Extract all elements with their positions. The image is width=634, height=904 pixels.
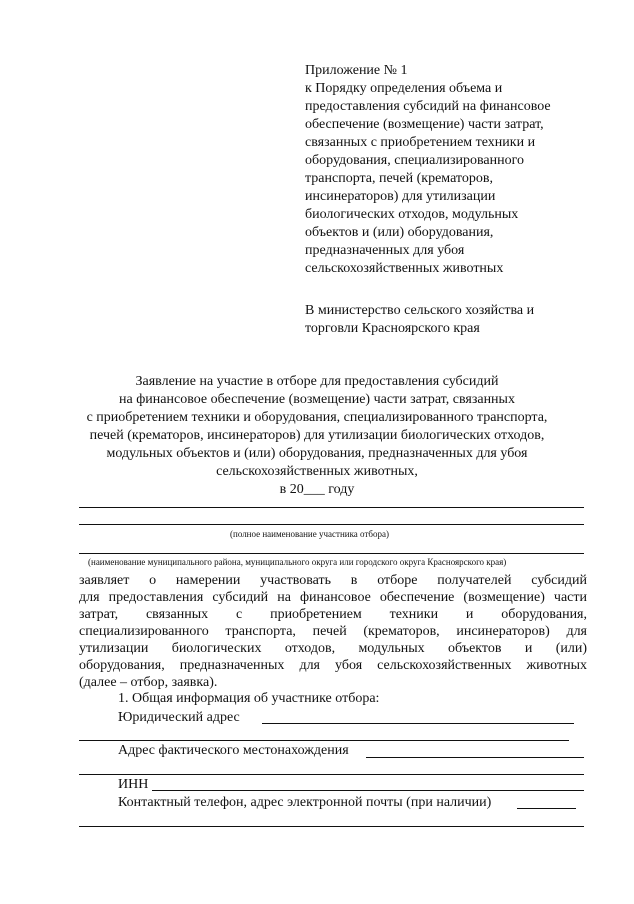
title-line: с приобретением техники и оборудования, специализированного транспорта,: [86, 410, 548, 425]
contacts-field[interactable]: [517, 808, 576, 809]
addressee-line: торговли Красноярского края: [305, 321, 480, 336]
appendix-text-line: предоставления субсидий на финансовое: [305, 99, 551, 114]
title-line: сельскохозяйственных животных,: [216, 464, 418, 479]
appendix-text-line: к Порядку определения объема и: [305, 81, 503, 96]
title-year-line: в 20___ году: [279, 482, 355, 497]
title-line: Заявление на участие в отборе для предоставления субсидий: [135, 374, 499, 389]
appendix-text-line: инсинераторов) для утилизации: [305, 189, 496, 204]
statement-line: специализированного транспорта, печей (крематоров, инсинераторов) для: [79, 624, 587, 639]
participant-name-line: [79, 507, 584, 508]
appendix-text-line: предназначенных для убоя: [305, 243, 465, 258]
appendix-text-line: обеспечение (возмещение) части затрат,: [305, 117, 544, 132]
application-title: [0, 373, 634, 499]
appendix-text-line: биологических отходов, модульных: [305, 207, 519, 222]
appendix-number: Приложение № 1: [305, 63, 408, 78]
statement-line: заявляет о намерении участвовать в отборе получателей субсидий: [79, 573, 587, 588]
municipality-line: [79, 553, 584, 554]
statement-line: оборудования, предназначенных для убоя сельскохозяйственных животных: [79, 658, 587, 673]
statement-line: утилизации биологических отходов, модульных объектов и (или): [79, 641, 587, 656]
appendix-text-line: транспорта, печей (крематоров,: [305, 171, 493, 186]
legal-address-field[interactable]: [262, 723, 574, 724]
legal-address-field-continued[interactable]: [79, 740, 569, 741]
inn-field[interactable]: [152, 790, 584, 791]
statement-line: затрат, связанных с приобретением техники и оборудования,: [79, 607, 587, 622]
section1-heading: 1. Общая информация об участнике отбора:: [118, 691, 380, 706]
actual-address-field-continued[interactable]: [79, 774, 584, 775]
title-line: печей (крематоров, инсинераторов) для утилизации биологических отходов,: [89, 428, 545, 443]
appendix-text-line: оборудования, специализированного: [305, 153, 525, 168]
participant-name-caption: (полное наименование участника отбора): [230, 529, 389, 539]
addressee-line: В министерство сельского хозяйства и: [305, 303, 535, 318]
appendix-text-line: сельскохозяйственных животных: [305, 261, 504, 276]
appendix-text-line: объектов и (или) оборудования,: [305, 225, 494, 240]
municipality-caption: (наименование муниципального района, муниципального округа или городского округа Красноярского края): [88, 557, 507, 567]
actual-address-label: Адрес фактического местонахождения: [118, 743, 349, 758]
title-line: на финансовое обеспечение (возмещение) части затрат, связанных: [119, 392, 515, 407]
actual-address-field[interactable]: [366, 757, 584, 758]
participant-name-line: [79, 524, 584, 525]
addressee-block: [305, 302, 605, 338]
statement-paragraph: [79, 572, 587, 691]
title-line: модульных объектов и (или) оборудования, предназначенных для убоя: [106, 446, 528, 461]
appendix-text-line: связанных с приобретением техники и: [305, 135, 536, 150]
legal-address-label: Юридический адрес: [118, 710, 240, 725]
contacts-field-continued[interactable]: [79, 826, 584, 827]
statement-last-line: (далее – отбор, заявка).: [79, 675, 218, 690]
inn-label: ИНН: [118, 777, 149, 792]
appendix-block: [305, 62, 605, 278]
statement-line: для предоставления субсидий на финансовое обеспечение (возмещение) части: [79, 590, 587, 605]
contacts-label: Контактный телефон, адрес электронной почты (при наличии): [118, 795, 492, 810]
